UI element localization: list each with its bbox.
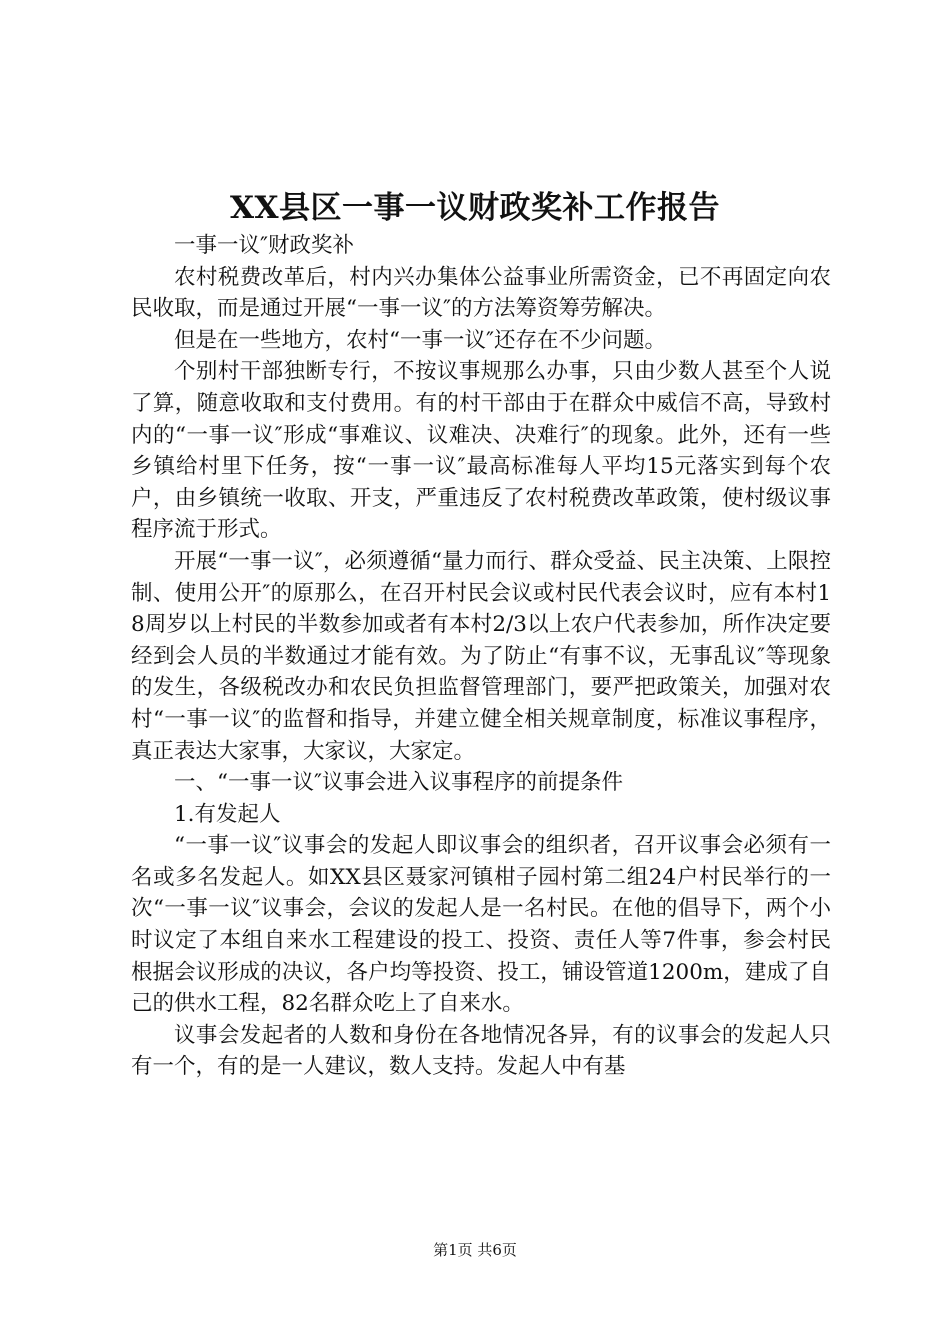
paragraph: 议事会发起者的人数和身份在各地情况各异，有的议事会的发起人只有一个，有的是一人建议，数人支持。发起人中有基 xyxy=(131,1022,831,1080)
document-body xyxy=(131,230,831,1083)
paragraph: 一事一议″财政奖补 xyxy=(174,233,355,258)
subsection-heading: 1.有发起人 xyxy=(174,801,281,827)
page-footer: 第1页 共6页 xyxy=(433,1241,517,1259)
paragraph: 但是在一些地方，农村“一事一议″还存在不少问题。 xyxy=(174,327,667,353)
paragraph: 农村税费改革后，村内兴办集体公益事业所需资金，已不再固定向农民收取，而是通过开展“一事一议″的方法筹资筹劳解决。 xyxy=(131,264,831,322)
paragraph: 个别村干部独断专行，不按议事规那么办事，只由少数人甚至个人说了算，随意收取和支付费用。有的村干部由于在群众中威信不高，导致村内的“一事一议″形成“事难议、议难决、决难行″的现象。此外，还有一些乡镇给村里下任务，按“一事一议″最高标准每人平均15元落实到每个农户，由乡镇统一收取、开支，严重违反了农村税费改革政策，使村级议事程序流于形式。 xyxy=(131,359,831,543)
document-title: XX县区一事一议财政奖补工作报告 xyxy=(229,190,721,226)
section-heading: 一、“一事一议″议事会进入议事程序的前提条件 xyxy=(174,770,624,796)
paragraph: 开展“一事一议″，必须遵循“量力而行、群众受益、民主决策、上限控制、使用公开″的原那么，在召开村民会议或村民代表会议时，应有本村18周岁以上村民的半数参加或者有本村2/3以上农户代表参加，所作决定要经到会人员的半数通过才能有效。为了防止“有事不议，无事乱议″等现象的发生，各级税改办和农民负担监督管理部门，要严把政策关，加强对农村“一事一议″的监督和指导，并建立健全相关规章制度，标准议事程序，真正表达大家事，大家议，大家定。 xyxy=(131,548,831,764)
paragraph: “一事一议″议事会的发起人即议事会的组织者，召开议事会必须有一名或多名发起人。如XX县区聂家河镇柑子园村第二组24户村民举行的一次“一事一议″议事会，会议的发起人是一名村民。在他的倡导下，两个小时议定了本组自来水工程建设的投工、投资、责任人等7件事，参会村民根据会议形成的决议，各户均等投资、投工，铺设管道1200m，建成了自己的供水工程，82名群众吃上了自来水。 xyxy=(131,833,831,1017)
